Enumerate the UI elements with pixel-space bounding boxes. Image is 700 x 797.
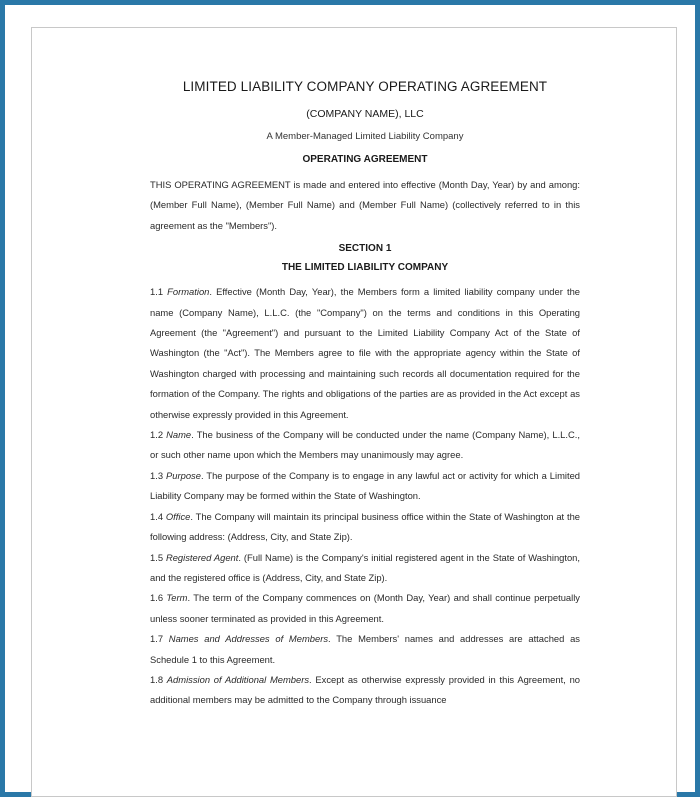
- clause-text: . The purpose of the Company is to engage in any lawful act or activity for which a Limited Liability Company may be formed within the State of Washington.: [150, 469, 581, 502]
- clause-text: . The business of the Company will be conducted under the name (Company Name), L.L.C., or such other name upon which the Members may unanimously may agree.: [150, 429, 580, 461]
- clause-1-3: [150, 466, 580, 507]
- clause-heading: Office: [165, 510, 191, 522]
- clause-label: 1.3: [150, 469, 167, 481]
- clause-text: . (Full Name) is the Company's initial registered agent in the State of Washington, and the registered office is (Address, City, and State Zip).: [150, 551, 581, 583]
- clause-heading: Name: [166, 429, 192, 441]
- clause-label: 1.6: [150, 592, 167, 604]
- clause-heading: Purpose: [166, 469, 201, 481]
- section-title: THE LIMITED LIABILITY COMPANY: [281, 262, 449, 274]
- clause-text: . The Members' names and addresses are attached as Schedule 1 to this Agreement.: [150, 633, 580, 665]
- document-content: [150, 78, 580, 711]
- clause-heading: Formation: [167, 286, 210, 298]
- clause-1-2: [150, 425, 580, 466]
- clause-heading: Admission of Additional Members: [166, 673, 310, 685]
- clause-text: . Except as otherwise expressly provided in this Agreement, no additional members may be admitted to the Company through issuance: [150, 673, 580, 706]
- document-page: [31, 27, 677, 797]
- clause-label: 1.8: [150, 673, 167, 685]
- clause-1-4: [150, 507, 580, 548]
- clause-1-1: [150, 282, 580, 425]
- intro-paragraph: THIS OPERATING AGREEMENT is made and entered into effective (Month Day, Year) by and among: (Member Full Name), (Member Full Name) and (Member Full Name) (collectively referred to in this agreement as the "Members").: [150, 179, 580, 231]
- section-number: SECTION 1: [338, 243, 392, 255]
- clause-label: 1.7: [150, 633, 169, 645]
- agreement-heading: OPERATING AGREEMENT: [302, 154, 428, 165]
- clause-heading: Names and Addresses of Members: [168, 633, 329, 645]
- document-title: LIMITED LIABILITY COMPANY OPERATING AGREEMENT: [182, 79, 548, 94]
- company-name-line: (COMPANY NAME), LLC: [306, 108, 424, 120]
- clause-label: 1.4: [150, 510, 166, 522]
- clause-1-5: [150, 548, 580, 589]
- clause-heading: Registered Agent: [165, 551, 239, 563]
- clause-label: 1.5: [150, 551, 166, 563]
- clause-heading: Term: [166, 592, 188, 604]
- clause-1-8: [150, 670, 580, 711]
- clause-label: 1.2: [150, 429, 167, 441]
- clause-text: . Effective (Month Day, Year), the Members form a limited liability company under the name (Company Name), L.L.C. (the "Company") on the terms and conditions in this Operating Agreement (the "Agreement") and pursuant to the Limited Liability Company Act of the State of Washington (the "Act"). The Members agree to file with the appropriate agency within the State of Washington charged with processing and maintaining such records all documentation required for the formation of the Company. The rights and obligations of the parties are as provided in the Act except as otherwise expressly provided in this Agreement.: [150, 286, 580, 420]
- clause-label: 1.1: [150, 286, 168, 298]
- clause-1-7: [150, 629, 580, 670]
- clause-text: . The Company will maintain its principal business office within the State of Washington at the following address: (Address, City, and State Zip).: [150, 510, 581, 543]
- clause-text: . The term of the Company commences on (Month Day, Year) and shall continue perpetually unless sooner terminated as provided in this Agreement.: [150, 592, 580, 624]
- document-subtitle: A Member-Managed Limited Liability Company: [266, 131, 464, 142]
- clause-1-6: [150, 588, 580, 629]
